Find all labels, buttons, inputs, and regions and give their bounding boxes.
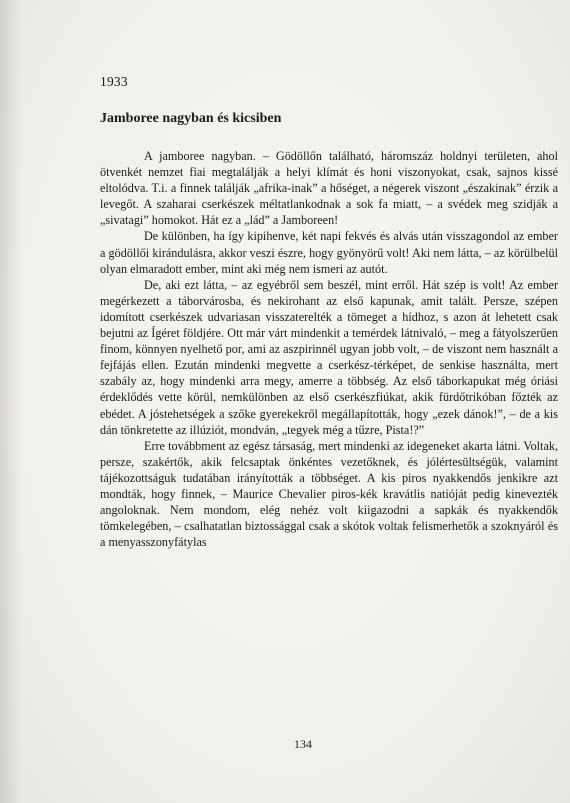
paragraph: A jamboree nagyban. – Gödöllőn található, háromszáz holdnyi területen, ahol ötvenkét nemzet fiai megtalálják a helyi klímát és honi viszonyokat, csak, sajnos kissé eltolódva. T.i. a finnek találják „afrika-inak” a hőséget, a négerek viszont „északinak” érzik a levegőt. A szaharai cserkészek méltatlankodnak a sok fa miatt, – a svédek meg szidják a „sivatagi” homokot. Hát ez a „lád” a Jamboreen! (100, 149, 558, 228)
chapter-title: Jamboree nagyban és kicsiben (100, 111, 282, 126)
paragraph: De különben, ha így kipihenve, két napi fekvés és alvás után visszagondol az ember a gödöllői kirándulásra, akkor veszi észre, hogy gyönyörű volt! Aki nem látta, – az körülbelül olyan elmaradott ember, mint aki még nem ismeri az autót. (100, 229, 558, 276)
body-text (100, 148, 558, 550)
paragraph: Erre továbbment az egész társaság, mert mindenki az idegeneket akarta látni. Voltak, persze, szakértők, akik felcsaptak önkéntes vezetőknek, és jólértesültségük, valamint tájékozottságuk tudatában irányították a többséget. A kis piros nyakkendős jenkikre azt mondták, hogy finnek, – Maurice Chevalier piros-kék kravátlis natióját pedig kinevezték angoloknak. Nem mondom, elég nehéz volt kiigazodni a sapkák és nyakkendők tömkelegében, – csalhatatlan biztossággal csak a skótok voltak felismerhetők a szoknyáról és a menyasszonyfátylas (100, 438, 558, 550)
paragraph: De, aki ezt látta, – az egyébről sem beszél, mint erről. Hát szép is volt! Az ember megérkezett a táborvárosba, és nekirohant az első kapunak, amit talált. Persze, szépen idomított cserkészek udvariasan visszaterelték a tömeget a hídhoz, s azon át lehetett csak bejutni az Ígéret földjére. Ott már várt mindenkit a temérdek látnivaló, – meg a fátyolszerűen finom, könnyen nyelhető por, ami az aszpirinnél ugyan jobb volt, – de viszont nem használt a fejfájás ellen. Ezután mindenki megvette a cserkész-térképet, de senkise használta, mert szabály az, hogy mindenki arra megy, amerre a többség. Az első táborkapukat még óriási érdeklődés vette körül, nemkülönben az első cserkészfiúkat, akik fürdőtrikóban főzték az ebédet. A jóstehetségek a szőke gyerekekről megállapították, hogy „ezek dánok!”, – de a kis dán tönkretette az illúziót, mondván, „tegyek még a tűzre, Pista!?” (100, 277, 558, 437)
text-block (100, 74, 558, 550)
page-edge-shadow (0, 0, 22, 803)
year-heading: 1933 (100, 74, 128, 89)
page-number: 134 (294, 737, 312, 751)
